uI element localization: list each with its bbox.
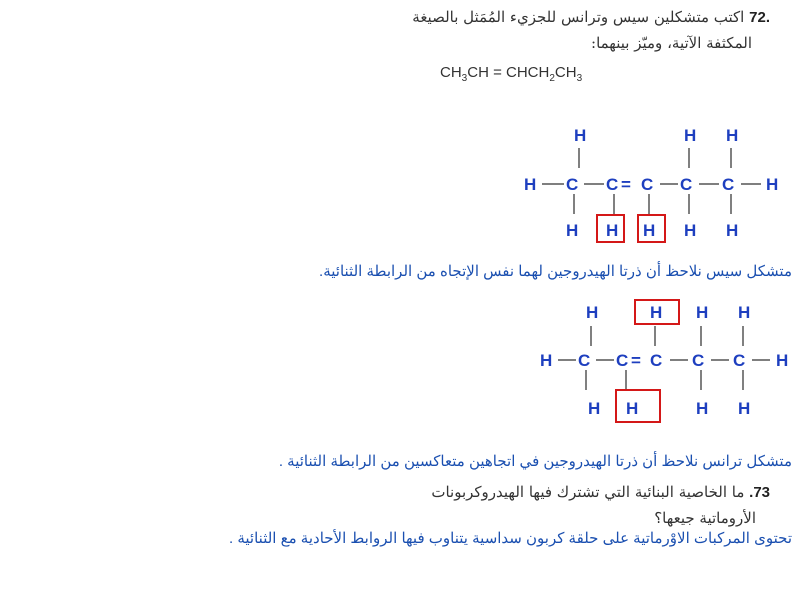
question-73-line2: الأروماتية جيعها؟ [654, 509, 756, 527]
cis-h-top-3: H [726, 126, 739, 145]
question-72-line1: اكتب متشكلين سيس وترانس للجزيء المُمَثل بالصيغة [412, 8, 745, 26]
formula-part1: CH [440, 64, 462, 81]
cis-h-top-1: H [574, 126, 587, 145]
trans-c-5: C [733, 351, 746, 370]
formula-part2: CH = CHCH [467, 64, 550, 81]
trans-h-bot-1: H [588, 399, 601, 418]
cis-c-3: C [641, 175, 654, 194]
question-72-number: .72 [749, 9, 770, 26]
trans-h-top-2: H [650, 303, 663, 322]
trans-c-4: C [692, 351, 705, 370]
trans-h-left: H [540, 351, 553, 370]
cis-structure [0, 0, 800, 250]
cis-c-2: C [606, 175, 619, 194]
trans-double-bond: = [631, 351, 641, 370]
formula-part3: CH [554, 64, 577, 81]
cis-c-1: C [566, 175, 579, 194]
question-73-number: 73. [749, 484, 770, 501]
formula-sub1: 3 [461, 73, 468, 84]
trans-h-top-3: H [696, 303, 709, 322]
cis-h-top-2: H [684, 126, 697, 145]
trans-answer: متشكل ترانس نلاحظ أن ذرتا الهيدروجين في اتجاهين متعاكسين من الرابطة الثنائية . [278, 453, 792, 470]
cis-h-bot-3: H [643, 221, 656, 240]
trans-structure [0, 290, 800, 440]
q73-answer: تحتوى المركبات الاوْرماتية على حلقة كربون سداسية يتناوب فيها الروابط الأحادية مع الثنائية . [229, 530, 792, 547]
trans-c-3: C [650, 351, 663, 370]
question-72-line2: المكثفة الآتية، وميّز بينهما: [591, 34, 752, 52]
formula-sub2: 2 [549, 73, 555, 84]
cis-h-bot-4: H [684, 221, 697, 240]
question-73 [431, 481, 770, 504]
trans-c-2: C [616, 351, 629, 370]
cis-h-bot-5: H [726, 221, 739, 240]
trans-c-1: C [578, 351, 591, 370]
question-73-line1: ما الخاصية البنائية التي تشترك فيها الهيدروكربونات [431, 483, 745, 501]
cis-h-bot-2: H [606, 221, 619, 240]
trans-h-top-1: H [586, 303, 599, 322]
formula-sub3: 3 [576, 73, 583, 84]
cis-answer: متشكل سيس نلاحظ أن ذرتا الهيدروجين لهما نفس الإتجاه من الرابطة الثنائية. [319, 263, 792, 280]
cis-h-bot-1: H [566, 221, 579, 240]
cis-c-5: C [722, 175, 735, 194]
cis-c-4: C [680, 175, 693, 194]
trans-h-bot-4: H [738, 399, 751, 418]
trans-h-bot-3: H [696, 399, 709, 418]
cis-h-right: H [766, 175, 779, 194]
trans-h-bot-2: H [626, 399, 639, 418]
cis-h-left: H [524, 175, 537, 194]
trans-h-top-4: H [738, 303, 751, 322]
cis-double-bond: = [621, 175, 631, 194]
trans-h-right: H [776, 351, 789, 370]
